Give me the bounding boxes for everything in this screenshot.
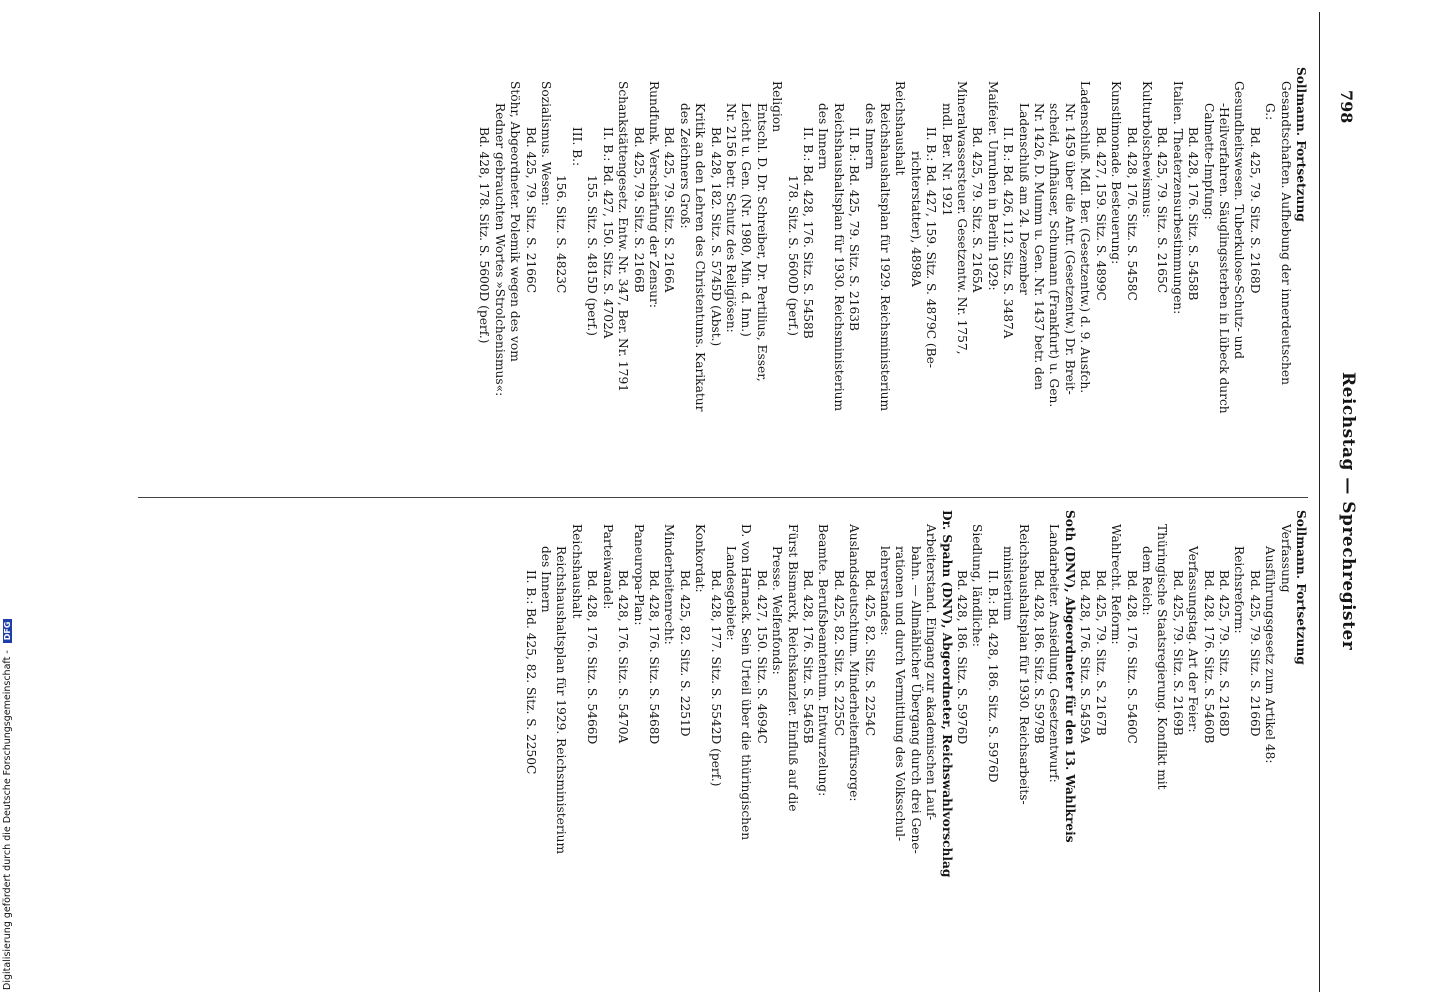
right-column <box>522 510 1308 978</box>
page-header <box>1319 12 1360 992</box>
register-line: 156. Sitz. S. 4823C <box>554 175 569 294</box>
page-number: 798 <box>1337 90 1356 124</box>
register-line: Stöhr, Abgeordneter. Polemik wegen des vom <box>508 81 523 362</box>
register-line: Gesandtschaften. Aufhebung der innerdeutschen <box>1278 81 1293 385</box>
register-line: Thüringische Staatsregierung. Konflikt mit <box>1155 524 1170 790</box>
register-line: Mineralwassersteuer. Gesetzentw. Nr. 1757, <box>955 81 970 355</box>
register-line: Maifeier. Unruhen in Berlin 1929: <box>985 81 1000 291</box>
register-line: Bd. 428, 176. Sitz. S. 5470A <box>616 570 631 744</box>
register-line: II. B.: Bd. 427, 150. Sitz. S. 4702A <box>600 127 615 339</box>
speaker-heading: Sollmann. Fortsetzung <box>1294 510 1308 665</box>
register-line: Nr. 2156 betr. Schutz des Religiösen: <box>723 103 738 333</box>
register-line: Reichshaushaltsplan für 1929. Reichsministerium <box>554 546 569 855</box>
register-line: Reichshaushalt <box>893 81 908 176</box>
register-line: Sozialismus. Wesen: <box>539 81 554 206</box>
register-line: Bd. 425, 82. Sitz. S. 2255C <box>831 570 846 737</box>
register-line: Landesgebiete: <box>723 546 738 641</box>
register-line: Bd. 425, 79. Sitz. S. 2165A <box>970 127 985 293</box>
register-line: II. B.: Bd. 425, 79. Sitz. S. 2163B <box>847 127 862 331</box>
register-line: Bd. 425, 79. Sitz. S. 2166D <box>1247 570 1262 737</box>
register-line: Bd. 428, 176. Sitz. S. 5460B <box>1201 570 1216 744</box>
register-line: des Innern <box>539 546 554 613</box>
register-line: Kunstlimonade. Besteuerung: <box>1109 81 1124 265</box>
register-line: III. B.: <box>569 127 584 167</box>
register-line: Reichsreform: <box>1232 546 1247 634</box>
register-line: Bd. 425, 79. Sitz. S. 2167B <box>1093 570 1108 736</box>
register-line: D. von Harnack. Sein Urteil über die thüringischen <box>739 524 754 841</box>
register-line: Bd. 428, 176. Sitz. S. 5465B <box>801 570 815 744</box>
register-line: Bd. 425, 79. Sitz. S. 2165C <box>1155 127 1170 294</box>
register-line: mdl. Ber. Nr. 1921 <box>939 103 954 217</box>
register-line: Nr. 1459 über die Antr. (Gesetzentw.) Dr. Breit- <box>1062 103 1077 395</box>
register-line: Gesundheitswesen. Tuberkulose-Schutz- und <box>1232 81 1247 360</box>
register-line: Ladenschluß am 24. Dezember <box>1016 103 1031 295</box>
column-divider <box>138 497 1308 498</box>
speaker-heading: Sollmann. Fortsetzung <box>1294 67 1308 222</box>
dfg-logo: DFG <box>3 619 12 644</box>
register-line: Bd. 428, 182. Sitz. S. 5745D (Abst.) <box>708 127 723 347</box>
register-line: G.: <box>1263 103 1278 121</box>
speaker-heading: Soth (DNV), Abgeordneter für den 13. Wahlkreis <box>1062 510 1077 843</box>
register-line: Bd. 425, 82. Sitz. S. 2254C <box>862 570 877 737</box>
register-line: Bd. 428, 176. Sitz. S. 5468D <box>646 570 661 745</box>
register-line: -Heilverfahren. Säuglingssterben in Lübeck durch <box>1216 103 1231 414</box>
register-line: Presse. Welfenfonds: <box>770 546 785 675</box>
register-line: Reichshaushaltsplan für 1930. Reichsarbeits- <box>1016 524 1031 805</box>
register-line: dem Reich: <box>1139 546 1154 616</box>
register-line: II. B.: Bd. 425, 82. Sitz. S. 2250C <box>523 570 538 775</box>
register-line: Bd. 428, 176. Sitz. S. 5458C <box>1124 127 1139 301</box>
register-line: Reichshaushalt <box>569 524 584 619</box>
register-line: Bd. 425, 79. Sitz. S. 2168D <box>1247 127 1262 294</box>
register-line: Calmette-Impfung: <box>1201 103 1216 220</box>
register-line: richterstatter), 4898A <box>908 151 923 287</box>
register-line: II. B.: Bd. 428, 176. Sitz. S. 5458B <box>801 127 815 339</box>
register-line: Bd. 425, 79. Sitz. S. 2168D <box>1216 570 1231 737</box>
register-line: des Zeichners Groß: <box>677 103 692 229</box>
register-line: Bd. 427, 159. Sitz. S. 4899C <box>1093 127 1108 301</box>
register-line: Kritik an den Lehren des Christentums. Karikatur <box>693 103 708 412</box>
register-line: Italien. Theaterzensurbestimmungen: <box>1170 81 1185 315</box>
register-line: Leicht u. Gen. (Nr. 1980, Min. d. Inn.) <box>739 103 754 337</box>
register-line: 155. Sitz. S. 4815D (perf.) <box>585 175 600 336</box>
register-line: Bd. 428, 176. Sitz. S. 5458B <box>1186 127 1201 301</box>
register-line: Bd. 427, 150. Sitz. S. 4694C <box>754 570 769 744</box>
register-line: des Innern <box>862 103 877 170</box>
digitization-credit <box>2 0 16 990</box>
register-line: bahn. — Allmählicher Übergang durch drei Gene- <box>908 546 923 854</box>
running-head: Reichstag — Sprechregister <box>1338 372 1358 651</box>
register-line: Reichshaushaltsplan für 1930. Reichsministerium <box>831 103 846 412</box>
register-line: Bd. 428, 176. Sitz. S. 5460C <box>1124 570 1139 744</box>
register-line: Beamte. Berufsbeamtentum. Entwurzelung: <box>816 524 831 797</box>
register-line: II. B.: Bd. 428, 186. Sitz. S. 5976D <box>985 570 1000 783</box>
register-line: Fürst Bismarck, Reichskanzler. Einfluß auf die <box>785 524 800 812</box>
register-line: Bd. 425, 79. Sitz. S. 2166B <box>631 127 646 293</box>
register-line: Wahlrecht. Reform: <box>1109 524 1124 645</box>
register-line: scheid, Aufhäuser, Schumann (Frankfurt) u. Gen. <box>1047 103 1062 408</box>
register-line: Konkordat: <box>693 524 708 593</box>
register-line: 178. Sitz. S. 5600D (perf.) <box>785 175 800 336</box>
register-line: Verfassungstag. Art der Feier: <box>1186 546 1201 733</box>
left-column <box>476 67 1308 535</box>
register-line: Paneuropa-Plan: <box>631 524 646 626</box>
register-line: II. B.: Bd. 427, 159. Sitz. S. 4879C (Be- <box>924 127 939 368</box>
register-line: Bd. 428, 176. Sitz. S. 5459A <box>1078 570 1093 744</box>
register-line: Bd. 425, 79. Sitz. S. 2166A <box>662 127 677 293</box>
register-line: Bd. 425, 79. Sitz. S. 2166C <box>523 127 538 294</box>
register-line: Nr. 1426, D. Mumm u. Gen. Nr. 1437 betr. den <box>1032 103 1047 391</box>
register-line: ministerium <box>1001 546 1016 621</box>
register-line: Ladenschluß. Mdl. Ber. (Gesetzentw.) d. 9. Ausfch. <box>1078 81 1093 394</box>
register-line: Kulturbolschewismus: <box>1139 81 1154 218</box>
speaker-heading: Dr. Spahn (DNV), Abgeordneter, Reichswahlvorschlag <box>939 510 954 878</box>
register-line: Verfassung <box>1278 524 1293 593</box>
rotated-register-page <box>40 12 1360 992</box>
register-line: Bd. 428, 178. Sitz. S. 5600D (perf.) <box>477 127 492 344</box>
register-line: Bd. 425, 79. Sitz. S. 2169B <box>1170 570 1185 736</box>
register-line: Reichshaushaltsplan für 1929. Reichsministerium <box>878 103 893 412</box>
register-line: Bd. 428, 186. Sitz. S. 5976D <box>955 570 970 745</box>
register-line: Bd. 428, 186. Sitz. S. 5979B <box>1032 570 1047 744</box>
register-line: des Innern <box>816 103 831 170</box>
register-line: Redner gebrauchten Wortes »Strolchenismus«: <box>492 103 507 397</box>
register-line: Minderheitenrecht: <box>662 524 677 645</box>
register-line: Bd. 428, 176. Sitz. S. 5466D <box>585 570 600 745</box>
register-line: rationen und durch Vermittlung des Volksschul- <box>893 546 908 842</box>
register-line: lehrerstandes: <box>878 546 893 636</box>
register-line: Auslandsdeutschtum. Minderheitenfürsorge: <box>847 524 862 802</box>
register-line: Siedlung, ländliche: <box>970 524 985 648</box>
register-line: Bd. 425, 82. Sitz. S. 2251D <box>677 570 692 737</box>
credit-text: Digitalisierung gefördert durch die Deutsche Forschungsgemeinschaft - <box>2 650 13 990</box>
register-line: Entschl. D. Dr. Schreiber, Dr. Pertilius, Esser, <box>754 103 769 382</box>
register-line: Parteiwandel: <box>600 524 615 610</box>
register-line: II. B.: Bd. 426, 112. Sitz. S. 3487A <box>1001 127 1016 339</box>
register-line: Ausführungsgesetz zum Artikel 48: <box>1263 546 1278 764</box>
register-line: Schankstättengesetz. Entw. Nr. 347, Ber. Nr. 1791 <box>616 81 631 392</box>
register-line: Landarbeiter. Ansiedlung. Gesetzentwurf: <box>1047 524 1062 783</box>
register-line: Bd. 428, 177. Sitz. S. 5542D (perf.) <box>708 570 723 787</box>
register-line: Arbeiterstand. Eingang zur akademischen Lauf- <box>924 524 939 821</box>
register-line: Rundfunk. Verschärfung der Zensur: <box>646 81 661 308</box>
register-line: Religion <box>770 81 785 133</box>
